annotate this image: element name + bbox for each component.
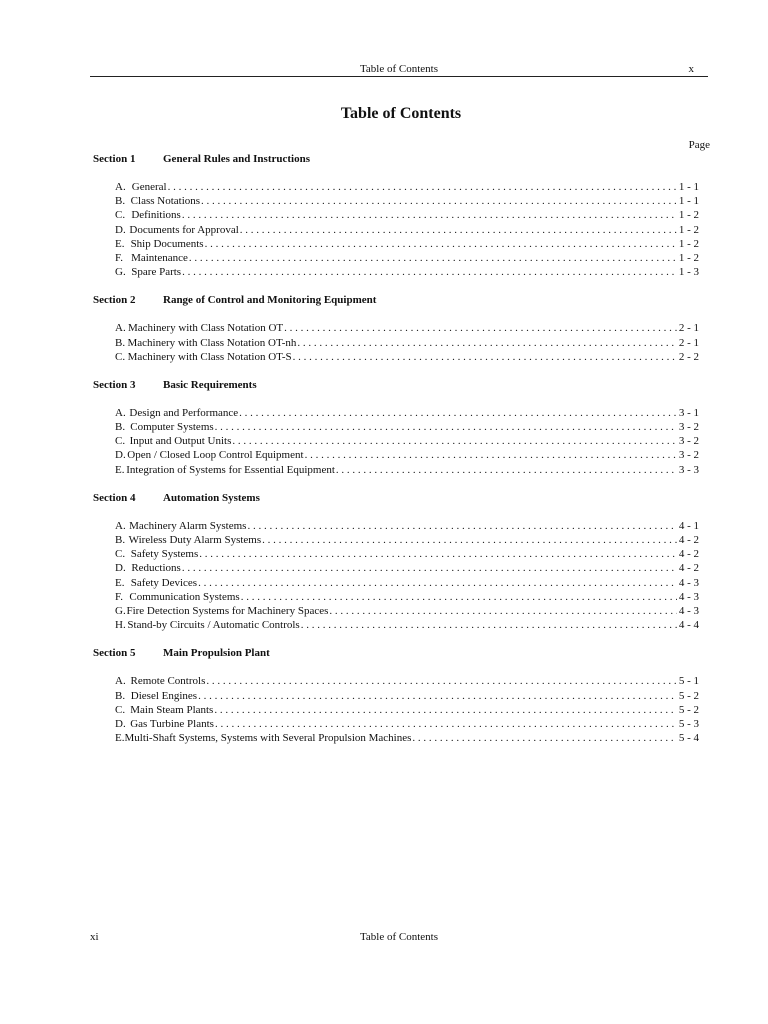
toc-entry[interactable] <box>93 717 713 731</box>
entry-title: Machinery Alarm Systems <box>129 519 247 532</box>
entry-title: Input and Output Units <box>129 435 232 448</box>
toc-entry[interactable] <box>93 434 713 448</box>
toc-entry[interactable] <box>93 731 713 745</box>
dot-leader <box>181 561 677 575</box>
entry-page-number: 4 - 2 <box>678 534 699 546</box>
toc-entry[interactable] <box>93 265 713 279</box>
entry-page-number: 3 - 3 <box>678 463 699 476</box>
entry-page-number: 4 - 3 <box>678 590 699 603</box>
section-number: Section 3 <box>93 378 136 391</box>
entry-page-number: 3 - 1 <box>678 406 699 419</box>
entry-letter: A. <box>115 322 126 335</box>
entry-letter: E. <box>115 732 125 745</box>
toc-entry[interactable] <box>93 208 713 222</box>
entry-letter: C. <box>115 350 126 363</box>
section-number: Section 4 <box>93 491 136 504</box>
entry-page-number: 2 - 1 <box>678 322 699 335</box>
entry-page-number: 5 - 2 <box>678 703 699 716</box>
entry-letter: B. <box>115 689 126 702</box>
entry-page-number: 4 - 3 <box>678 604 699 617</box>
entry-letter: G. <box>115 266 126 279</box>
entry-letter: D. <box>115 717 126 730</box>
toc-entry[interactable] <box>93 561 713 575</box>
entry-page-number: 2 - 1 <box>678 336 699 349</box>
dot-leader <box>246 519 676 533</box>
entry-title: Design and Performance <box>129 406 239 419</box>
toc-section <box>93 293 713 378</box>
toc-entry[interactable] <box>93 604 713 618</box>
entry-title: Remote Controls <box>130 675 206 688</box>
entry-page-number: 3 - 2 <box>678 449 699 462</box>
dot-leader <box>181 208 677 222</box>
entry-letter: C. <box>115 703 126 716</box>
entry-page-number: 3 - 2 <box>678 421 699 434</box>
entry-letter: A. <box>115 519 126 532</box>
section-heading <box>93 378 713 392</box>
entry-letter: A. <box>115 181 126 193</box>
entry-page-number: 5 - 3 <box>678 717 699 730</box>
toc-entry[interactable] <box>93 463 713 477</box>
entry-letter: A. <box>115 675 126 688</box>
dot-leader <box>296 336 676 350</box>
entry-title: Maintenance <box>131 251 188 264</box>
entry-letter: D. <box>115 223 126 236</box>
page-title: Table of Contents <box>340 105 462 122</box>
toc-entry[interactable] <box>93 703 713 717</box>
entry-page-number: 1 - 2 <box>678 237 699 250</box>
entry-page-number: 3 - 2 <box>678 435 699 448</box>
entry-title: Diesel Engines <box>130 689 198 702</box>
entry-title: Safety Devices <box>130 576 198 589</box>
entry-title: Wireless Duty Alarm Systems <box>128 534 262 546</box>
toc-section <box>93 491 713 647</box>
toc-section <box>93 378 713 491</box>
entry-page-number: 5 - 4 <box>678 732 699 745</box>
toc-entry[interactable] <box>93 519 713 533</box>
toc-entry[interactable] <box>93 350 713 364</box>
section-title: Main Propulsion Plant <box>163 647 270 660</box>
entry-page-number: 4 - 4 <box>678 619 699 632</box>
toc-entry[interactable] <box>93 618 713 632</box>
dot-leader <box>204 237 677 251</box>
dot-leader <box>213 703 676 717</box>
section-number: Section 5 <box>93 647 136 660</box>
entry-title: Ship Documents <box>130 237 204 250</box>
toc-entry[interactable] <box>93 194 713 208</box>
running-footer <box>90 930 708 944</box>
entry-title: Machinery with Class Notation OT-nh <box>127 336 297 349</box>
entry-page-number: 2 - 2 <box>678 350 699 363</box>
section-spacer <box>93 279 713 293</box>
entry-page-number: 1 - 1 <box>678 181 699 193</box>
entry-letter: C. <box>115 435 126 448</box>
dot-leader <box>167 180 677 194</box>
dot-leader <box>335 463 677 477</box>
page-column-label: Page <box>688 139 710 151</box>
entry-title: Main Steam Plants <box>130 703 214 716</box>
dot-leader <box>197 576 677 590</box>
toc-entry[interactable] <box>93 576 713 590</box>
entry-title: Computer Systems <box>130 421 214 434</box>
entry-title: Integration of Systems for Essential Equipment <box>126 463 335 476</box>
toc-entry[interactable] <box>93 251 713 265</box>
entry-letter: G. <box>115 604 126 617</box>
dot-leader <box>200 194 677 208</box>
section-title: General Rules and Instructions <box>163 153 310 165</box>
header-page-number: x <box>688 63 694 75</box>
toc-entry[interactable] <box>93 674 713 688</box>
entry-title: Spare Parts <box>131 266 182 279</box>
section-spacer <box>93 745 713 759</box>
dot-leader <box>304 448 677 462</box>
toc-entry[interactable] <box>93 547 713 561</box>
table-of-contents <box>93 152 713 759</box>
entry-title: Gas Turbine Plants <box>130 717 214 730</box>
dot-leader <box>205 674 676 688</box>
section-heading <box>93 646 713 660</box>
entry-page-number: 4 - 3 <box>678 576 699 589</box>
entry-letter: B. <box>115 421 126 434</box>
entry-letter: D. <box>115 562 126 575</box>
entry-letter: E. <box>115 576 125 589</box>
toc-entry[interactable] <box>93 406 713 420</box>
entry-title: Multi-Shaft Systems, Systems with Several Propulsion Machines <box>124 732 412 745</box>
dot-leader <box>198 547 677 561</box>
toc-entry[interactable] <box>93 237 713 251</box>
footer-page-number: xi <box>90 931 99 943</box>
section-heading <box>93 293 713 307</box>
toc-entry[interactable] <box>93 689 713 703</box>
toc-entry[interactable] <box>93 533 713 547</box>
entry-title: Stand-by Circuits / Automatic Controls <box>127 619 300 632</box>
entry-letter: E. <box>115 237 125 250</box>
dot-leader <box>411 731 676 745</box>
dot-leader <box>240 590 677 604</box>
entry-page-number: 4 - 1 <box>678 519 699 532</box>
toc-entry[interactable] <box>93 420 713 434</box>
entry-page-number: 1 - 2 <box>678 223 699 236</box>
entry-title: Safety Systems <box>130 548 199 561</box>
entry-title: Machinery with Class Notation OT-S <box>127 350 292 363</box>
entry-letter: H. <box>115 619 126 632</box>
section-number: Section 2 <box>93 294 136 307</box>
dot-leader <box>328 604 676 618</box>
toc-entry[interactable] <box>93 180 713 194</box>
entry-page-number: 1 - 2 <box>678 209 699 222</box>
entry-letter: C. <box>115 209 126 222</box>
section-heading <box>93 491 713 505</box>
dot-leader <box>231 434 676 448</box>
entry-page-number: 1 - 1 <box>678 195 699 208</box>
section-spacer <box>93 632 713 646</box>
dot-leader <box>181 265 677 279</box>
entry-page-number: 4 - 2 <box>678 548 699 561</box>
dot-leader <box>214 717 677 731</box>
entry-page-number: 1 - 2 <box>678 251 699 264</box>
toc-entry[interactable] <box>93 336 713 350</box>
dot-leader <box>238 406 677 420</box>
section-heading <box>93 152 713 166</box>
entry-title: Documents for Approval <box>129 223 239 236</box>
footer-title: Table of Contents <box>359 931 439 943</box>
section-title: Automation Systems <box>163 491 260 504</box>
entry-letter: C. <box>115 548 126 561</box>
entry-page-number: 1 - 3 <box>678 266 699 279</box>
entry-letter: B. <box>115 336 126 349</box>
dot-leader <box>239 223 677 237</box>
section-spacer <box>93 477 713 491</box>
entry-page-number: 5 - 2 <box>678 689 699 702</box>
dot-leader <box>300 618 677 632</box>
entry-title: Open / Closed Loop Control Equipment <box>127 449 304 462</box>
entry-page-number: 4 - 2 <box>678 562 699 575</box>
entry-title: Fire Detection Systems for Machinery Spaces <box>126 604 329 617</box>
entry-title: Machinery with Class Notation OT <box>127 322 284 335</box>
entry-letter: A. <box>115 406 126 419</box>
entry-letter: D. <box>115 449 126 462</box>
dot-leader <box>214 420 677 434</box>
dot-leader <box>197 689 677 703</box>
entry-title: Reductions <box>131 562 181 575</box>
entry-letter: F. <box>115 590 123 603</box>
section-number: Section 1 <box>93 153 136 165</box>
entry-letter: E. <box>115 463 125 476</box>
dot-leader <box>283 321 677 335</box>
entry-letter: B. <box>115 534 126 546</box>
entry-page-number: 5 - 1 <box>678 675 699 688</box>
running-header <box>90 62 708 77</box>
toc-section <box>93 646 713 759</box>
dot-leader <box>261 533 677 547</box>
section-title: Range of Control and Monitoring Equipment <box>163 294 377 307</box>
entry-letter: F. <box>115 251 123 264</box>
header-title: Table of Contents <box>359 63 439 75</box>
entry-letter: B. <box>115 195 126 208</box>
toc-entry[interactable] <box>93 448 713 462</box>
section-title: Basic Requirements <box>163 378 257 391</box>
entry-title: General <box>131 181 167 193</box>
toc-section <box>93 152 713 293</box>
entry-title: Class Notations <box>130 195 201 208</box>
dot-leader <box>188 251 677 265</box>
entry-title: Communication Systems <box>129 590 240 603</box>
toc-entry[interactable] <box>93 590 713 604</box>
dot-leader <box>292 350 677 364</box>
toc-entry[interactable] <box>93 223 713 237</box>
section-spacer <box>93 364 713 378</box>
entry-title: Definitions <box>131 209 181 222</box>
toc-entry[interactable] <box>93 321 713 335</box>
